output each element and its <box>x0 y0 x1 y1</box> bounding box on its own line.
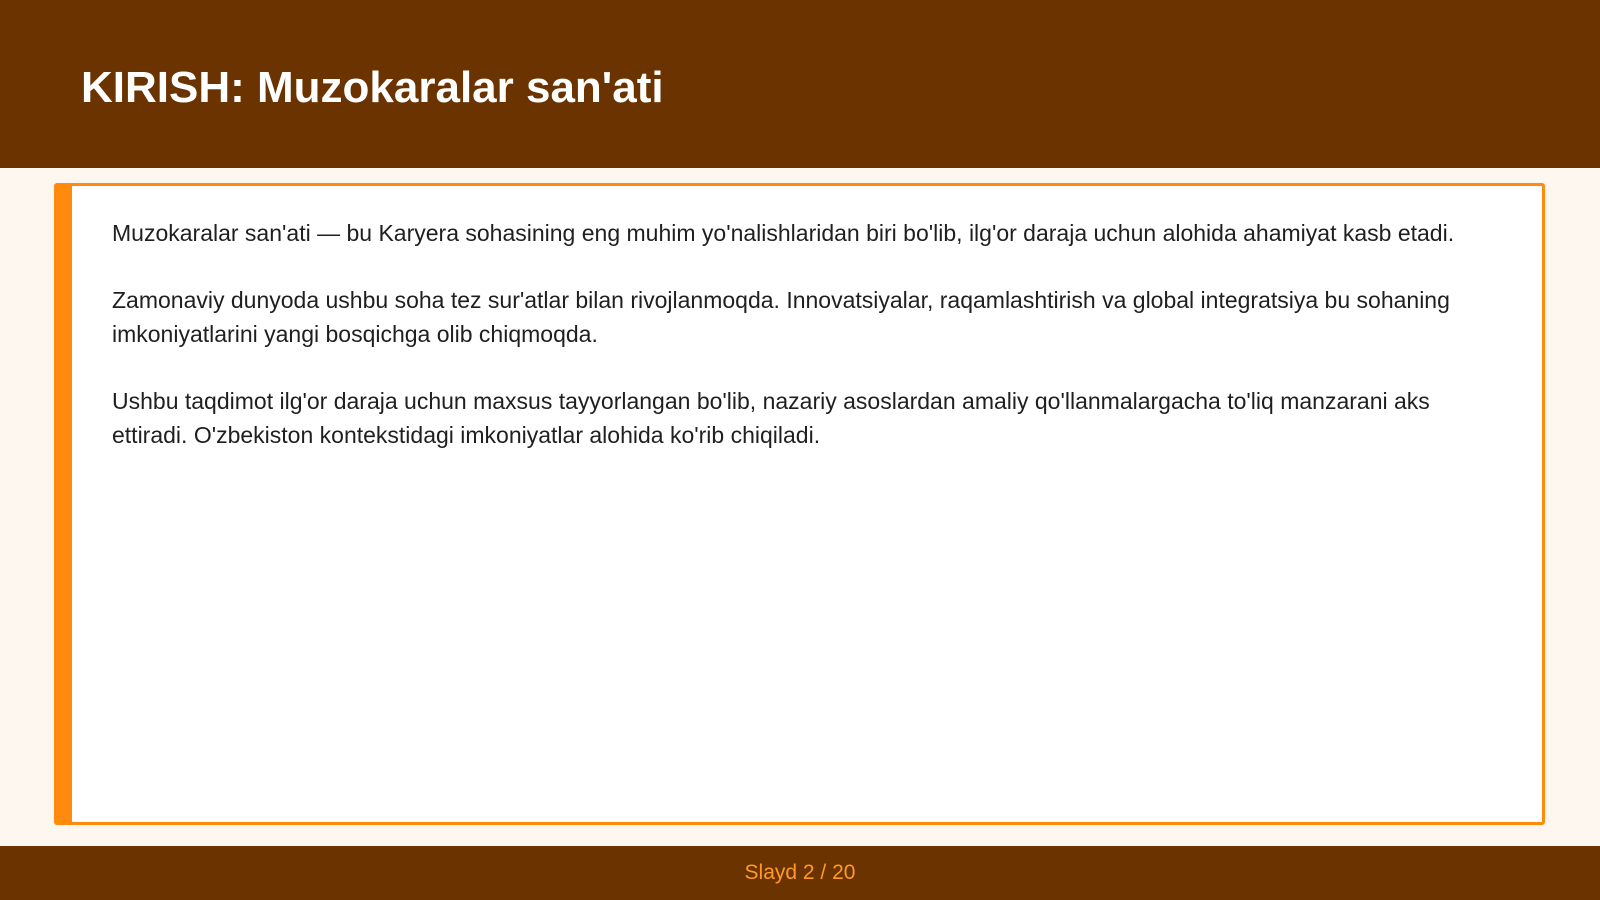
slide-header <box>0 0 1600 168</box>
content-panel <box>54 183 1545 825</box>
paragraph-intro: Muzokaralar san'ati — bu Karyera sohasining eng muhim yo'nalishlaridan biri bo'lib, ilg'or daraja uchun alohida ahamiyat kasb etadi. <box>112 220 1455 246</box>
slide-title: KIRISH: Muzokaralar san'ati <box>81 63 664 112</box>
slide-counter: Slayd 2 / 20 <box>744 861 856 884</box>
paragraph-modern-world: Zamonaviy dunyoda ushbu soha tez sur'atlar bilan rivojlanmoqda. Innovatsiyalar, raqamlashtirish va global integratsiya bu sohaning imkoniyatlarini yangi bosqichga olib chiqmoqda. <box>112 287 1450 347</box>
paragraph-presentation-scope: Ushbu taqdimot ilg'or daraja uchun maxsus tayyorlangan bo'lib, nazariy asoslardan amaliy qo'llanmalargacha to'liq manzarani aks ettiradi. O'zbekiston kontekstidagi imkoniyatlar alohida ko'rib chiqiladi. <box>112 388 1430 448</box>
slide-footer <box>0 846 1600 900</box>
content-text <box>112 216 1502 485</box>
